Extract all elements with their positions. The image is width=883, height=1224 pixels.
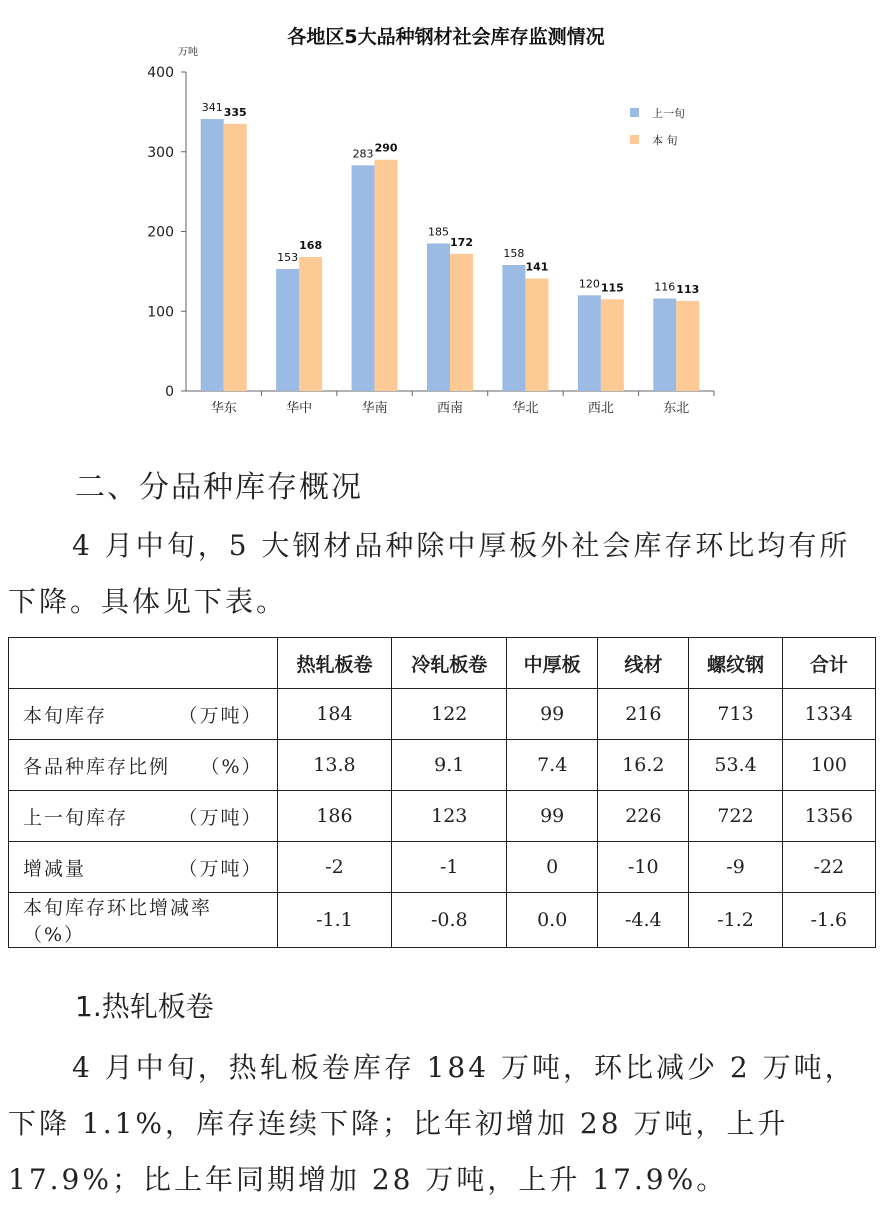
table-header-cell: 热轧板卷 xyxy=(277,638,392,689)
x-tick-label: 华北 xyxy=(512,401,539,416)
table-cell: 13.8 xyxy=(277,740,392,791)
table-cell: -22 xyxy=(782,842,875,893)
bar-last-period xyxy=(578,295,601,391)
table-cell: 7.4 xyxy=(507,740,598,791)
table-cell: 184 xyxy=(277,689,392,740)
section-heading-varieties: 二、分品种库存概况 xyxy=(75,470,363,505)
table-cell: 99 xyxy=(507,791,598,842)
table-cell: -4.4 xyxy=(598,893,689,948)
bar-current-period xyxy=(375,160,398,391)
hot-rolled-heading: 1.热轧板卷 xyxy=(75,990,214,1023)
data-label: 185 xyxy=(428,225,449,239)
x-tick-label: 华中 xyxy=(286,401,313,416)
y-tick-label: 100 xyxy=(147,304,174,321)
data-label: 341 xyxy=(201,101,223,115)
table-row xyxy=(9,689,876,740)
table-cell: -1.6 xyxy=(782,893,875,948)
table-header-cell: 螺纹钢 xyxy=(689,638,782,689)
x-tick-label: 华南 xyxy=(361,401,388,416)
table-cell: -0.8 xyxy=(392,893,507,948)
table-cell: 123 xyxy=(392,791,507,842)
y-tick-label: 300 xyxy=(147,144,174,161)
table-cell: 0 xyxy=(507,842,598,893)
inventory-table xyxy=(8,637,876,948)
data-label: 290 xyxy=(374,141,398,155)
x-tick-label: 东北 xyxy=(663,401,690,416)
table-row-label xyxy=(9,791,278,842)
data-label: 115 xyxy=(600,281,624,295)
row-label-text: 本旬库存环比增减率（%） xyxy=(23,897,213,946)
table-row xyxy=(9,842,876,893)
table-cell: -2 xyxy=(277,842,392,893)
legend-swatch xyxy=(630,135,639,144)
data-label: 172 xyxy=(450,235,473,249)
bar-current-period xyxy=(299,257,322,391)
data-label: 120 xyxy=(578,277,600,291)
bar-current-period xyxy=(601,299,624,391)
y-tick-label: 400 xyxy=(147,65,174,81)
data-label: 168 xyxy=(299,239,323,253)
table-cell: 0.0 xyxy=(507,893,598,948)
table-header-row xyxy=(9,638,876,689)
table-cell: -1.2 xyxy=(689,893,782,948)
x-tick-label: 华东 xyxy=(210,401,237,416)
table-header-cell: 中厚板 xyxy=(507,638,598,689)
table-row xyxy=(9,791,876,842)
table-header-cell: 冷轧板卷 xyxy=(392,638,507,689)
row-label-text: 上一旬库存 xyxy=(23,806,129,829)
data-label: 335 xyxy=(223,105,247,119)
table-cell: 226 xyxy=(598,791,689,842)
y-tick-label: 0 xyxy=(165,384,174,400)
table-row xyxy=(9,893,876,948)
bar-last-period xyxy=(653,298,676,391)
legend-label: 上一旬 xyxy=(652,107,685,120)
table-cell: 1356 xyxy=(782,791,875,842)
table-cell: 53.4 xyxy=(689,740,782,791)
bar-current-period xyxy=(676,301,699,391)
table-cell: 722 xyxy=(689,791,782,842)
table-cell: 99 xyxy=(507,689,598,740)
legend-label: 本 旬 xyxy=(652,134,678,147)
section-paragraph-varieties: 4 月中旬，5 大钢材品种除中厚板外社会库存环比均有所下降。具体见下表。 xyxy=(8,529,851,618)
table-cell: 186 xyxy=(277,791,392,842)
y-axis-unit: 万吨 xyxy=(178,47,198,58)
table-row-label xyxy=(9,689,278,740)
table-cell: -1 xyxy=(392,842,507,893)
bar-last-period xyxy=(502,265,525,391)
table-row-label xyxy=(9,893,278,948)
table-cell: -1.1 xyxy=(277,893,392,948)
legend-swatch xyxy=(630,108,639,117)
data-label: 141 xyxy=(525,260,549,274)
data-label: 153 xyxy=(277,250,299,264)
bar-current-period xyxy=(450,254,473,391)
y-tick-label: 200 xyxy=(147,224,174,241)
table-cell: 100 xyxy=(782,740,875,791)
table-cell: 713 xyxy=(689,689,782,740)
data-label: 158 xyxy=(503,246,525,260)
table-cell: 1334 xyxy=(782,689,875,740)
table-cell: 9.1 xyxy=(392,740,507,791)
row-label-unit: （万吨） xyxy=(178,857,263,880)
table-header-blank xyxy=(9,638,278,689)
table-row-label xyxy=(9,842,278,893)
x-tick-label: 西南 xyxy=(436,401,464,416)
table-header-cell: 合计 xyxy=(782,638,875,689)
bar-last-period xyxy=(201,119,224,391)
table-cell: -9 xyxy=(689,842,782,893)
row-label-text: 增减量 xyxy=(23,857,87,880)
bar-current-period xyxy=(525,279,548,391)
data-label: 283 xyxy=(352,147,374,161)
table-cell: 216 xyxy=(598,689,689,740)
table-cell: 16.2 xyxy=(598,740,689,791)
chart-svg xyxy=(0,0,883,430)
hot-rolled-paragraph: 4 月中旬，热轧板卷库存 184 万吨，环比减少 2 万吨，下降 1.1%，库存连续下降；比年初增加 28 万吨，上升 17.9%；比上年同期增加 28 万吨，上升 17.9%。 xyxy=(8,1051,856,1196)
table-cell: 122 xyxy=(392,689,507,740)
table-row xyxy=(9,740,876,791)
data-label: 113 xyxy=(676,282,700,296)
row-label-unit: （万吨） xyxy=(178,704,263,727)
table-row-label xyxy=(9,740,278,791)
row-label-unit: （万吨） xyxy=(178,806,263,829)
row-label-text: 各品种库存比例 xyxy=(23,755,171,778)
inventory-bar-chart xyxy=(0,0,883,430)
x-tick-label: 西北 xyxy=(587,401,614,416)
bar-current-period xyxy=(224,124,247,391)
data-label: 116 xyxy=(654,280,676,294)
bar-last-period xyxy=(352,165,375,391)
row-label-text: 本旬库存 xyxy=(23,704,108,727)
table-cell: -10 xyxy=(598,842,689,893)
row-label-unit: （%） xyxy=(200,755,263,778)
chart-title: 各地区5大品种钢材社会库存监测情况 xyxy=(287,26,605,48)
bar-last-period xyxy=(276,269,299,391)
table-header-cell: 线材 xyxy=(598,638,689,689)
bar-last-period xyxy=(427,243,450,391)
